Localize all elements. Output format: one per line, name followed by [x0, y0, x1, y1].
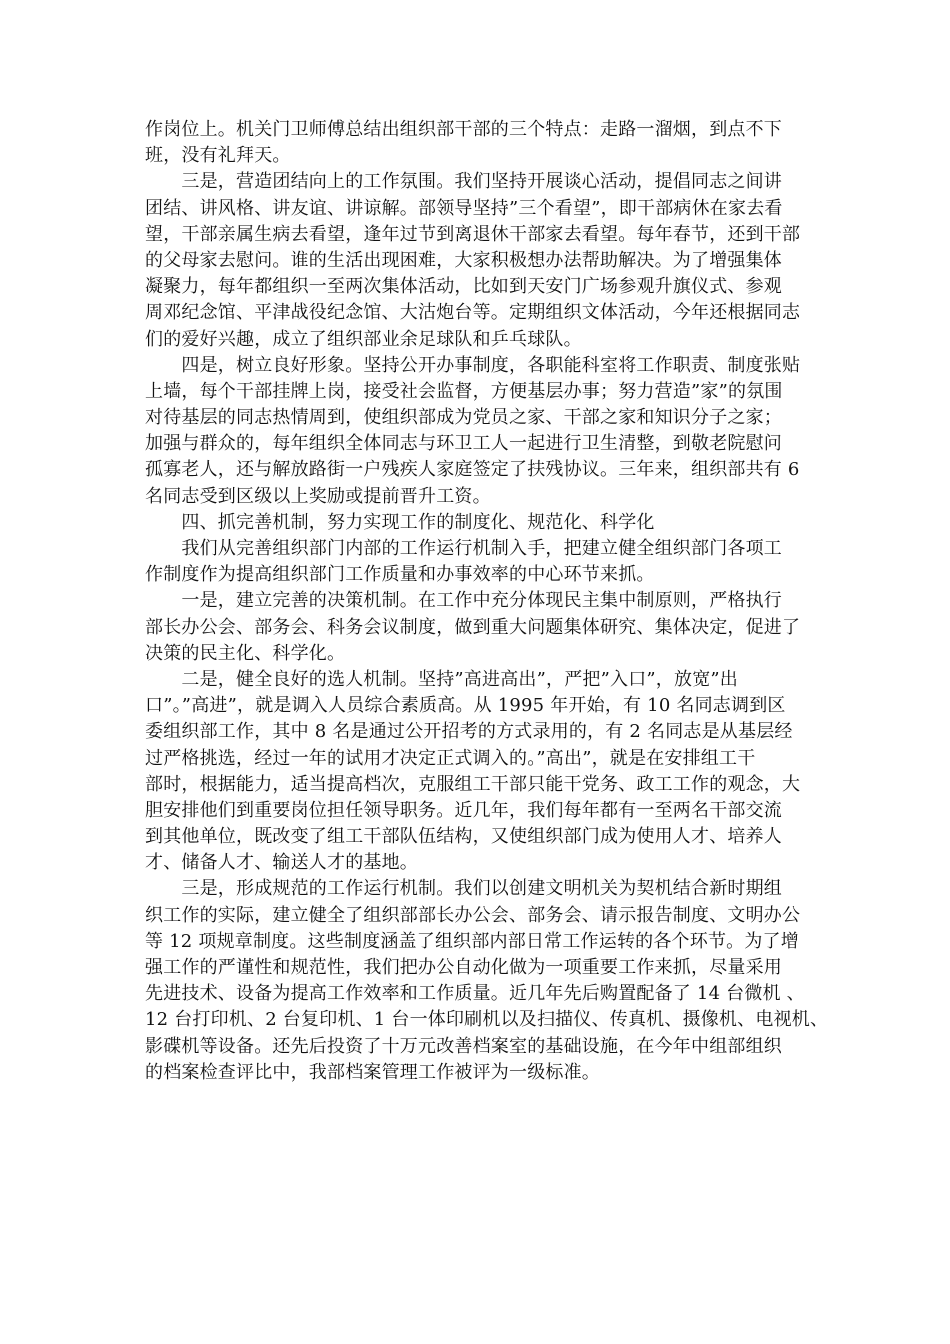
text-line: 部长办公会、部务会、科务会议制度，做到重大问题集体研究、集体决定，促进了	[145, 616, 801, 638]
text-line: 过严格挑选，经过一年的试用才决定正式调入的。”高出”，就是在安排组工干	[145, 747, 756, 769]
text-line: 对待基层的同志热情周到，使组织部成为党员之家、干部之家和知识分子之家；	[145, 407, 782, 429]
text-line: 四是，树立良好形象。坚持公开办事制度，各职能科室将工作职责、制度张贴	[145, 354, 801, 376]
text-line: 等 12 项规章制度。这些制度涵盖了组织部内部日常工作运转的各个环节。为了增	[145, 930, 799, 952]
text-line: 作岗位上。机关门卫师傅总结出组织部干部的三个特点：走路一溜烟，到点不下	[145, 119, 782, 140]
text-line: 胆安排他们到重要岗位担任领导职务。近几年，我们每年都有一至两名干部交流	[145, 799, 782, 821]
text-line: 周邓纪念馆、平津战役纪念馆、大沽炮台等。定期组织文体活动，今年还根据同志	[145, 302, 801, 324]
text-line: 们的爱好兴趣，成立了组织部业余足球队和乒乓球队。	[145, 328, 582, 350]
text-line: 班，没有礼拜天。	[145, 145, 291, 167]
text-line: 作制度作为提高组织部门工作质量和办事效率的中心环节来抓。	[145, 564, 655, 586]
text-line: 的父母家去慰问。谁的生活出现困难，大家积极想办法帮助解决。为了增强集体	[145, 249, 782, 271]
text-line: 口”。”高进”，就是调入人员综合素质高。从 1995 年开始，有 10 名同志调到区	[145, 695, 786, 717]
section-heading: 四、抓完善机制，努力实现工作的制度化、规范化、科学化	[145, 511, 655, 533]
text-line: 的档案检查评比中，我部档案管理工作被评为一级标准。	[145, 1061, 600, 1083]
text-line: 一是，建立完善的决策机制。在工作中充分体现民主集中制原则，严格执行	[145, 590, 782, 612]
text-line: 凝聚力，每年都组织一至两次集体活动，比如到天安门广场参观升旗仪式、参观	[145, 276, 782, 298]
text-line: 名同志受到区级以上奖励或提前晋升工资。	[145, 485, 491, 507]
text-line: 才、储备人才、输送人才的基地。	[145, 852, 418, 874]
text-line: 强工作的严谨性和规范性，我们把办公自动化做为一项重要工作来抓，尽量采用	[145, 957, 782, 978]
text-line: 加强与群众的，每年组织全体同志与环卫工人一起进行卫生清整，到敬老院慰问	[145, 433, 782, 455]
text-line: 二是，健全良好的选人机制。坚持”高进高出”，严把”入口”，放宽”出	[145, 668, 739, 690]
text-line: 孤寡老人，还与解放路街一户残疾人家庭签定了扶残协议。三年来，组织部共有 6	[145, 459, 800, 481]
text-line: 决策的民主化、科学化。	[145, 642, 346, 664]
text-line: 到其他单位，既改变了组工干部队伍结构，又使组织部门成为使用人才、培养人	[145, 826, 782, 848]
text-line: 12 台打印机、2 台复印机、1 台一体印刷机以及扫描仪、传真机、摄像机、电视机、	[145, 1009, 829, 1031]
text-line: 三是，形成规范的工作运行机制。我们以创建文明机关为契机结合新时期组	[145, 878, 782, 900]
text-line: 影碟机等设备。还先后投资了十万元改善档案室的基础设施，在今年中组部组织	[145, 1035, 782, 1057]
document-body	[145, 117, 829, 1086]
text-line: 望，干部亲属生病去看望，逢年过节到离退休干部家去看望。每年春节，还到干部	[145, 223, 801, 245]
text-line: 团结、讲风格、讲友谊、讲谅解。部领导坚持”三个看望”，即干部病休在家去看	[145, 197, 783, 219]
text-line: 织工作的实际，建立健全了组织部部长办公会、部务会、请示报告制度、文明办公	[145, 904, 801, 926]
text-line: 上墙，每个干部挂牌上岗，接受社会监督，方便基层办事；努力营造”家”的氛围	[145, 380, 783, 402]
text-line: 我们从完善组织部门内部的工作运行机制入手，把建立健全组织部门各项工	[145, 538, 782, 559]
text-line: 部时，根据能力，适当提高档次，克服组工干部只能干党务、政工工作的观念，大	[145, 773, 801, 795]
text-line: 委组织部工作，其中 8 名是通过公开招考的方式录用的，有 2 名同志是从基层经	[145, 721, 793, 743]
text-line: 三是，营造团结向上的工作氛围。我们坚持开展谈心活动，提倡同志之间讲	[145, 171, 782, 193]
text-line: 先进技术、设备为提高工作效率和工作质量。近几年先后购置配备了 14 台微机 、	[145, 983, 805, 1005]
